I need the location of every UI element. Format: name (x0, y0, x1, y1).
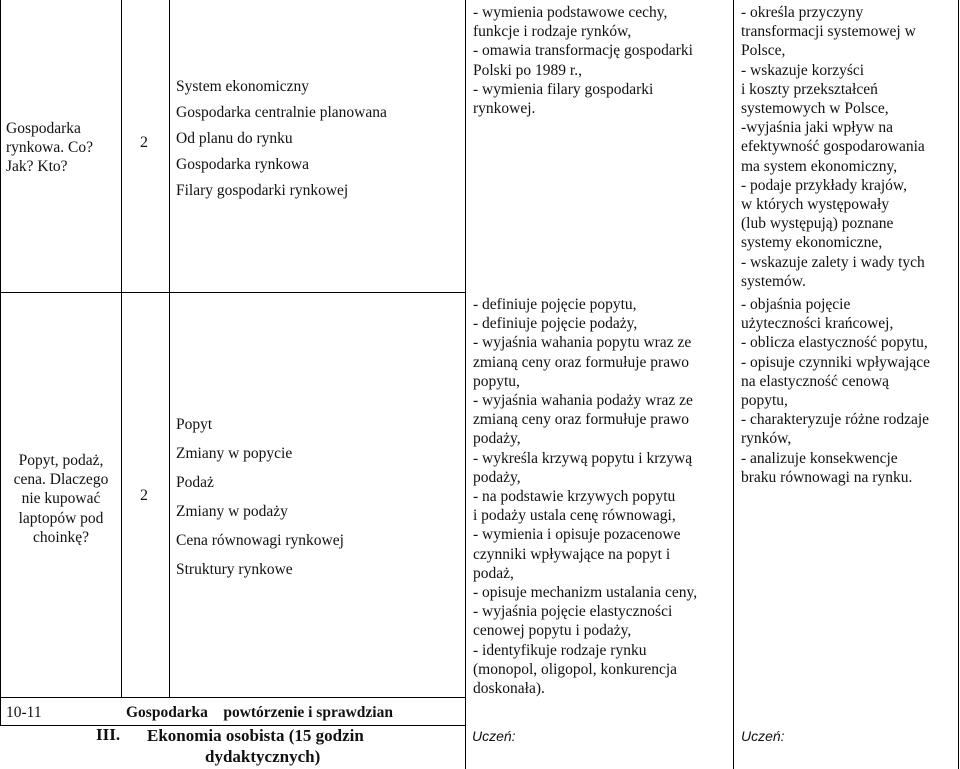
topic-line: nie kupować (21, 490, 101, 508)
requirement-line: - objaśnia pojęcie (741, 296, 851, 313)
table-divider-col4 (733, 0, 734, 769)
requirement-line: na elastyczność cenową (741, 372, 890, 390)
requirement-line: podaży, (473, 430, 521, 448)
requirement-line: ma system ekonomiczny, (741, 157, 898, 175)
requirement-line: systemy ekonomiczne, (741, 234, 883, 252)
content-item: Zmiany w podaży (176, 503, 288, 520)
content-item: Gospodarka centralnie planowana (176, 104, 387, 121)
row-divider-1 (0, 292, 465, 293)
row2-basic-requirements (473, 295, 697, 698)
requirement-line: cenowej popytu i podaży, (473, 622, 632, 640)
requirement-line: - opisuje czynniki wpływające (741, 353, 930, 371)
section-numeral: III. (96, 725, 121, 744)
requirement-line: i podaży ustala cenę równowagi, (473, 507, 676, 525)
requirement-line: transformacji systemowej w (741, 23, 916, 41)
table-divider-col3 (465, 0, 466, 769)
requirement-line: podaży, (473, 468, 521, 486)
topic-line: choinkę? (33, 528, 89, 546)
requirement-line: rynków, (741, 430, 792, 448)
requirement-line: popytu, (473, 372, 520, 390)
requirement-line: - charakteryzuje różne rodzaje (741, 411, 930, 429)
requirement-line: - podaje przykłady krajów, (741, 176, 907, 194)
content-item: Podaż (176, 474, 214, 491)
content-item: Popyt (176, 416, 213, 433)
student-label-extended: Uczeń: (741, 728, 785, 744)
requirement-line: - wykreśla krzywą popytu i krzywą (473, 449, 693, 467)
requirement-line: - wyjaśnia wahania podaży wraz ze (473, 392, 693, 410)
requirement-line: Polsce, (741, 42, 786, 60)
requirement-line: -wyjaśnia jaki wpływ na (741, 119, 893, 137)
summary-label: Gospodarka powtórzenie i sprawdzian (126, 704, 393, 721)
topic-line: cena. Dlaczego (13, 471, 109, 489)
row1-content (176, 74, 387, 204)
requirement-line: zmianą ceny oraz formułuje prawo (473, 411, 690, 429)
summary-hours: 10-11 (6, 704, 42, 721)
row2-topic (2, 451, 120, 547)
table-border-right (958, 0, 959, 769)
requirement-line: doskonała). (473, 680, 545, 698)
content-item: Zmiany w popycie (176, 445, 293, 462)
requirement-line: Polski po 1989 r., (473, 61, 582, 79)
requirement-line: - wskazuje zalety i wady tych (741, 253, 925, 271)
requirement-line: - wyjaśnia pojęcie elastyczności (473, 603, 673, 621)
requirement-line: - analizuje konsekwencje (741, 449, 898, 467)
requirement-line: czynniki wpływające na popyt i (473, 545, 671, 563)
requirement-line: - identyfikuje rodzaje rynku (473, 641, 647, 659)
row2-extended-requirements (741, 295, 930, 487)
content-item: System ekonomiczny (176, 78, 310, 95)
topic-line: laptopów pod (18, 509, 104, 527)
requirement-line: zmianą ceny oraz formułuje prawo (473, 353, 690, 371)
row2-content (176, 410, 344, 584)
requirement-line: popytu, (741, 392, 788, 410)
requirement-line: - określa przyczyny (741, 4, 864, 21)
section-title-line1: Ekonomia osobista (15 godzin (147, 726, 364, 745)
requirement-line: systemów. (741, 272, 806, 290)
content-item: Cena równowagi rynkowej (176, 532, 344, 549)
requirement-line: użyteczności krańcowej, (741, 315, 894, 333)
requirement-line: - definiuje pojęcie popytu, (473, 296, 637, 313)
requirement-line: - wymienia podstawowe cechy, (473, 4, 668, 21)
content-item: Struktury rynkowe (176, 561, 293, 578)
requirement-line: podaż, (473, 564, 514, 582)
topic-line: Gospodarka (6, 120, 81, 137)
content-item: Od planu do rynku (176, 130, 293, 147)
requirement-line: - oblicza elastyczność popytu, (741, 334, 928, 352)
topic-line: Popyt, podaż, (18, 452, 104, 469)
requirement-line: - wskazuje korzyści (741, 61, 865, 79)
row1-topic (6, 119, 93, 177)
requirement-line: i koszty przekształceń (741, 80, 878, 98)
requirement-line: (lub występują) poznane (741, 215, 894, 233)
requirement-line: efektywność gospodarowania (741, 138, 925, 156)
student-label-basic: Uczeń: (472, 728, 516, 744)
topic-line: Jak? Kto? (6, 158, 68, 176)
requirement-line: - wyjaśnia wahania popytu wraz ze (473, 334, 692, 352)
row1-extended-requirements (741, 3, 925, 291)
row2-hours: 2 (140, 487, 148, 504)
table-divider-col2 (169, 0, 170, 697)
requirement-line: - opisuje mechanizm ustalania ceny, (473, 584, 698, 602)
requirement-line: - wymienia i opisuje pozacenowe (473, 526, 681, 544)
requirement-line: funkcje i rodzaje rynków, (473, 23, 632, 41)
table-border-left (0, 0, 1, 725)
requirement-line: - omawia transformację gospodarki (473, 42, 693, 60)
section-title-line2: dydaktycznych) (205, 747, 321, 766)
requirement-line: systemowych w Polsce, (741, 100, 889, 118)
content-item: Gospodarka rynkowa (176, 156, 310, 173)
requirement-line: - wymienia filary gospodarki (473, 80, 654, 98)
row1-hours: 2 (140, 134, 148, 151)
requirement-line: w których występowały (741, 196, 890, 214)
section-title (125, 725, 465, 767)
topic-line: rynkowa. Co? (6, 139, 93, 157)
table-divider-col1 (121, 0, 122, 697)
requirement-line: - definiuje pojęcie podaży, (473, 315, 638, 333)
requirement-line: rynkowej. (473, 100, 536, 118)
row-divider-2 (0, 697, 465, 698)
requirement-line: braku równowagi na rynku. (741, 468, 913, 486)
requirement-line: (monopol, oligopol, konkurencja (473, 660, 678, 678)
row1-basic-requirements (473, 3, 693, 118)
requirement-line: - na podstawie krzywych popytu (473, 488, 676, 506)
content-item: Filary gospodarki rynkowej (176, 182, 349, 199)
